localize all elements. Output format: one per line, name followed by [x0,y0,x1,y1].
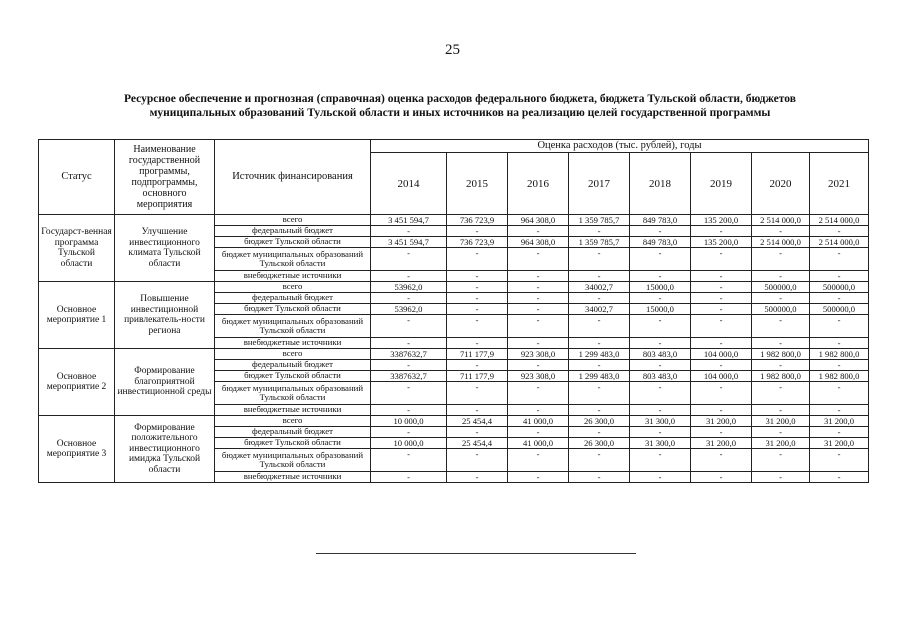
amount-cell: - [691,271,752,282]
amount-cell: 736 723,9 [447,215,508,226]
funding-source: всего [215,416,371,427]
amount-cell: - [447,304,508,315]
amount-cell: - [447,427,508,438]
amount-cell: 10 000,0 [371,438,447,449]
amount-cell: - [569,315,630,338]
amount-cell: - [371,472,447,483]
amount-cell: 31 200,0 [810,416,869,427]
document-title [60,92,860,120]
amount-cell: 500000,0 [810,304,869,315]
amount-cell: 3 451 594,7 [371,237,447,248]
title-line-1: Ресурсное обеспечение и прогнозная (справочная) оценка расходов федерального бюджета, бюджета Тульской области, бюджетов [124,93,796,105]
amount-cell: - [691,248,752,271]
amount-cell: - [810,293,869,304]
amount-cell: - [371,449,447,472]
amount-cell: - [630,248,691,271]
amount-cell: - [447,472,508,483]
amount-cell: - [447,226,508,237]
amount-cell: - [691,282,752,293]
funding-source: бюджет муниципальных образований Тульской области [215,315,371,338]
amount-cell: 3387632,7 [371,349,447,360]
amount-cell: 500000,0 [810,282,869,293]
amount-cell: 923 308,0 [508,371,569,382]
group-name: Формирование положительного инвестиционного имиджа Тульской области [115,416,215,483]
table-body [39,215,869,483]
amount-cell: - [569,427,630,438]
table-row [39,349,869,360]
amount-cell: - [630,382,691,405]
amount-cell: - [447,293,508,304]
funding-source: бюджет Тульской области [215,237,371,248]
year-2021: 2021 [810,153,869,215]
funding-source: федеральный бюджет [215,427,371,438]
amount-cell: 104 000,0 [691,371,752,382]
title-line-2: муниципальных образований Тульской области и иных источников на реализацию целей государственной программы [149,107,771,119]
amount-cell: 41 000,0 [508,416,569,427]
amount-cell: - [691,226,752,237]
amount-cell: - [569,226,630,237]
amount-cell: 2 514 000,0 [752,237,810,248]
amount-cell: 1 299 483,0 [569,371,630,382]
funding-source: внебюджетные источники [215,338,371,349]
amount-cell: - [447,282,508,293]
amount-cell: - [569,271,630,282]
amount-cell: - [810,405,869,416]
amount-cell: - [630,315,691,338]
amount-cell: - [691,338,752,349]
funding-source: бюджет Тульской области [215,371,371,382]
amount-cell: - [810,472,869,483]
amount-cell: - [691,304,752,315]
year-2018: 2018 [630,153,691,215]
amount-cell: 1 982 800,0 [752,349,810,360]
amount-cell: - [810,449,869,472]
funding-source: внебюджетные источники [215,405,371,416]
amount-cell: - [508,248,569,271]
amount-cell: - [508,405,569,416]
amount-cell: - [630,360,691,371]
amount-cell: - [752,226,810,237]
amount-cell: - [691,382,752,405]
amount-cell: 53962,0 [371,282,447,293]
amount-cell: - [508,304,569,315]
amount-cell: 500000,0 [752,304,810,315]
amount-cell: - [752,472,810,483]
amount-cell: 31 200,0 [752,438,810,449]
amount-cell: - [810,382,869,405]
year-2016: 2016 [508,153,569,215]
amount-cell: 803 483,0 [630,371,691,382]
amount-cell: 31 300,0 [630,438,691,449]
amount-cell: - [630,338,691,349]
year-2020: 2020 [752,153,810,215]
group-name: Улучшение инвестиционного климата Тульской области [115,215,215,282]
amount-cell: - [569,472,630,483]
amount-cell: - [371,293,447,304]
amount-cell: 26 300,0 [569,438,630,449]
amount-cell: - [691,427,752,438]
amount-cell: - [508,338,569,349]
amount-cell: - [447,248,508,271]
budget-table [38,139,869,483]
amount-cell: - [508,315,569,338]
amount-cell: - [630,226,691,237]
amount-cell: 849 783,0 [630,215,691,226]
amount-cell: - [508,293,569,304]
amount-cell: - [447,315,508,338]
year-2015: 2015 [447,153,508,215]
amount-cell: 15000,0 [630,282,691,293]
amount-cell: - [371,427,447,438]
amount-cell: 31 200,0 [810,438,869,449]
amount-cell: - [810,226,869,237]
amount-cell: - [371,360,447,371]
amount-cell: - [810,248,869,271]
header-source: Источник финансирования [215,140,371,215]
table-row [39,215,869,226]
amount-cell: - [752,271,810,282]
amount-cell: - [569,338,630,349]
amount-cell: - [447,405,508,416]
amount-cell: - [447,449,508,472]
amount-cell: - [569,248,630,271]
group-status: Основное мероприятие 2 [39,349,115,416]
amount-cell: 964 308,0 [508,215,569,226]
funding-source: бюджет Тульской области [215,304,371,315]
amount-cell: 1 359 785,7 [569,237,630,248]
amount-cell: 1 982 800,0 [810,371,869,382]
page-number: 25 [445,42,460,58]
amount-cell: - [691,449,752,472]
amount-cell: - [508,271,569,282]
amount-cell: 34002,7 [569,304,630,315]
amount-cell: - [569,293,630,304]
amount-cell: - [752,382,810,405]
header-name: Наименование государственной программы, подпрограммы, основного мероприятия [115,140,215,215]
amount-cell: 3387632,7 [371,371,447,382]
amount-cell: - [508,226,569,237]
group-name: Формирование благоприятной инвестиционной среды [115,349,215,416]
funding-source: бюджет муниципальных образований Тульской области [215,449,371,472]
funding-source: бюджет Тульской области [215,438,371,449]
group-status: Государст-венная программа Тульской области [39,215,115,282]
amount-cell: 135 200,0 [691,237,752,248]
amount-cell: - [810,271,869,282]
amount-cell: - [569,405,630,416]
year-2014: 2014 [371,153,447,215]
table-row [39,282,869,293]
header-status: Статус [39,140,115,215]
amount-cell: - [752,248,810,271]
amount-cell: - [569,360,630,371]
amount-cell: - [371,405,447,416]
amount-cell: 711 177,9 [447,371,508,382]
amount-cell: - [752,315,810,338]
amount-cell: - [630,427,691,438]
amount-cell: - [371,382,447,405]
amount-cell: 1 359 785,7 [569,215,630,226]
header-estimate: Оценка расходов (тыс. рублей), годы [371,140,869,153]
amount-cell: 964 308,0 [508,237,569,248]
amount-cell: - [752,449,810,472]
amount-cell: 25 454,4 [447,416,508,427]
amount-cell: - [569,449,630,472]
amount-cell: 803 483,0 [630,349,691,360]
amount-cell: - [508,449,569,472]
group-status: Основное мероприятие 1 [39,282,115,349]
amount-cell: - [447,360,508,371]
funding-source: бюджет муниципальных образований Тульской области [215,382,371,405]
amount-cell: - [508,360,569,371]
amount-cell: - [752,405,810,416]
amount-cell: - [810,315,869,338]
amount-cell: - [447,271,508,282]
funding-source: всего [215,282,371,293]
amount-cell: 1 982 800,0 [752,371,810,382]
amount-cell: - [810,360,869,371]
amount-cell: - [630,405,691,416]
amount-cell: 2 514 000,0 [810,215,869,226]
amount-cell: - [371,226,447,237]
table-row [39,416,869,427]
amount-cell: 31 200,0 [752,416,810,427]
amount-cell: - [630,293,691,304]
funding-source: всего [215,349,371,360]
amount-cell: 15000,0 [630,304,691,315]
header-row [39,140,869,153]
amount-cell: - [752,427,810,438]
amount-cell: 34002,7 [569,282,630,293]
amount-cell: - [691,315,752,338]
amount-cell: - [691,472,752,483]
amount-cell: - [752,293,810,304]
amount-cell: 1 299 483,0 [569,349,630,360]
amount-cell: - [752,360,810,371]
amount-cell: 849 783,0 [630,237,691,248]
amount-cell: 736 723,9 [447,237,508,248]
funding-source: внебюджетные источники [215,271,371,282]
amount-cell: 25 454,4 [447,438,508,449]
amount-cell: 135 200,0 [691,215,752,226]
group-status: Основное мероприятие 3 [39,416,115,483]
amount-cell: - [630,449,691,472]
amount-cell: - [447,382,508,405]
amount-cell: - [691,405,752,416]
amount-cell: 1 982 800,0 [810,349,869,360]
funding-source: федеральный бюджет [215,293,371,304]
amount-cell: - [371,271,447,282]
amount-cell: - [508,472,569,483]
amount-cell: 10 000,0 [371,416,447,427]
amount-cell: 41 000,0 [508,438,569,449]
amount-cell: - [447,338,508,349]
amount-cell: 26 300,0 [569,416,630,427]
amount-cell: 31 300,0 [630,416,691,427]
amount-cell: - [569,382,630,405]
amount-cell: - [371,338,447,349]
amount-cell: - [810,427,869,438]
amount-cell: 2 514 000,0 [752,215,810,226]
funding-source: внебюджетные источники [215,472,371,483]
amount-cell: 53962,0 [371,304,447,315]
amount-cell: 923 308,0 [508,349,569,360]
amount-cell: - [371,248,447,271]
amount-cell: - [691,293,752,304]
amount-cell: 31 200,0 [691,438,752,449]
funding-source: федеральный бюджет [215,226,371,237]
year-2017: 2017 [569,153,630,215]
amount-cell: 711 177,9 [447,349,508,360]
amount-cell: - [508,282,569,293]
amount-cell: - [691,360,752,371]
funding-source: всего [215,215,371,226]
amount-cell: 2 514 000,0 [810,237,869,248]
amount-cell: 31 200,0 [691,416,752,427]
amount-cell: - [508,382,569,405]
amount-cell: 500000,0 [752,282,810,293]
year-2019: 2019 [691,153,752,215]
amount-cell: 3 451 594,7 [371,215,447,226]
amount-cell: - [630,472,691,483]
amount-cell: - [371,315,447,338]
amount-cell: 104 000,0 [691,349,752,360]
amount-cell: - [508,427,569,438]
footer-divider [316,553,636,554]
amount-cell: - [752,338,810,349]
funding-source: федеральный бюджет [215,360,371,371]
amount-cell: - [810,338,869,349]
group-name: Повышение инвестиционной привлекатель-ности региона [115,282,215,349]
amount-cell: - [630,271,691,282]
funding-source: бюджет муниципальных образований Тульской области [215,248,371,271]
